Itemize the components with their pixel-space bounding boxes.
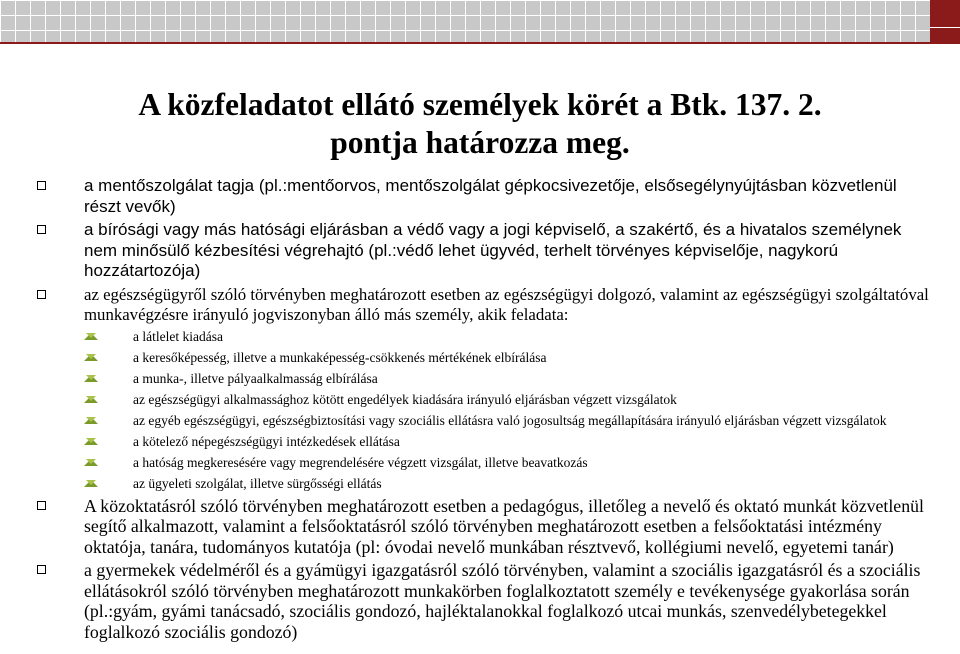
sublist-item [0, 350, 960, 366]
header-divider [0, 42, 960, 44]
triangle-bullet-icon [84, 333, 98, 340]
header-grid [0, 0, 930, 42]
triangle-bullet-icon [84, 459, 98, 466]
sublist-item-text: a látlelet kiadása [133, 328, 223, 344]
triangle-bullet-icon [84, 354, 98, 361]
triangle-bullet-icon [84, 417, 98, 424]
triangle-bullet-icon [84, 396, 98, 403]
hollow-square-bullet-icon [37, 225, 46, 234]
list-item [0, 176, 960, 217]
triangle-bullet-icon [84, 375, 98, 382]
triangle-bullet-icon [84, 480, 98, 487]
slide-title-line: A közfeladatot ellátó személyek körét a Btk. 137. 2. [138, 87, 822, 122]
hollow-square-bullet-icon [37, 181, 46, 190]
slide-title [80, 86, 880, 162]
slide-title-line: pontja határozza meg. [330, 125, 630, 160]
sublist-item [0, 329, 960, 345]
hollow-square-bullet-icon [37, 565, 46, 574]
header-band [0, 0, 960, 44]
list-item-text: a bírósági vagy más hatósági eljárásban a védő vagy a jogi képviselő, a szakértő, és a hivatalos személynek nem minősülő kézbesítési végrehajtó (pl.:védő lehet ügyvéd, terhelt törvényes képviselője, nagykorú hozzátartozója) [84, 220, 902, 280]
list-item-text: a mentőszolgálat tagja (pl.:mentőorvos, mentőszolgálat gépkocsivezetője, elsősegélynyújtásban közvetlenül részt vevők) [84, 176, 897, 216]
sublist-item [0, 434, 960, 450]
list-item [0, 496, 960, 558]
list-item-text: A közoktatásról szóló törvényben meghatározott esetben a pedagógus, illetőleg a nevelő és oktató munkát közvetlenül segítő alkalmazott, valamint a felsőoktatásról szóló törvényben meghatározott esetben a felsőoktatási intézmény oktatója, tanára, tudományos kutatója (pl: óvodai nevelő munkában résztvevő, kollégiumi nevelő, egyetemi tanár) [84, 495, 924, 557]
sublist-item-text: a hatóság megkeresésére vagy megrendelésére végzett vizsgálat, illetve beavatkozás [133, 454, 588, 470]
sublist-item [0, 476, 960, 492]
list-item [0, 220, 960, 282]
sublist-item [0, 455, 960, 471]
list-item-text: a gyermekek védelméről és a gyámügyi igazgatásról szóló törvényben, valamint a szociális igazgatásról és a szociális ellátásokról szóló törvényben meghatározott munkakörben foglalkoztatott személy e tevékenysége gyakorlása során (pl.:gyám, gyámi tanácsadó, szociális gondozó, hajléktalanokkal foglalkozó utcai munkás, szenvedélybetegekkel foglalkozó szociális gondozó) [84, 560, 921, 642]
hollow-square-bullet-icon [37, 501, 46, 510]
hollow-square-bullet-icon [37, 290, 46, 299]
sublist-item [0, 392, 960, 408]
sublist-item [0, 371, 960, 387]
sublist-item [0, 413, 960, 429]
bullet-list [0, 176, 960, 642]
sublist-item-text: a keresőképesség, illetve a munkaképesség-csökkenés mértékének elbírálása [133, 349, 547, 365]
triangle-bullet-icon [84, 438, 98, 445]
sublist-item-text: az egészségügyi alkalmassághoz kötött engedélyek kiadására irányuló eljárásban végzett vizsgálatok [133, 391, 677, 407]
list-item [0, 560, 960, 642]
sublist-item-text: az egyéb egészségügyi, egészségbiztosítási vagy szociális ellátásra való jogosultság megállapítására irányuló eljárásban végzett vizsgálatok [133, 412, 887, 428]
list-item-text: az egészségügyről szóló törvényben meghatározott esetben az egészségügyi dolgozó, valamint az egészségügyi szolgáltatóval munkavégzésre irányuló jogviszonyban álló más személy, akik feladata: [84, 284, 929, 324]
sublist-item-text: az ügyeleti szolgálat, illetve sürgősségi ellátás [133, 475, 382, 491]
list-item [0, 285, 960, 326]
header-accent-block [930, 0, 960, 27]
sublist-item-text: a kötelező népegészségügyi intézkedések ellátása [133, 433, 400, 449]
sublist-item-text: a munka-, illetve pályaalkalmasság elbírálása [133, 370, 378, 386]
